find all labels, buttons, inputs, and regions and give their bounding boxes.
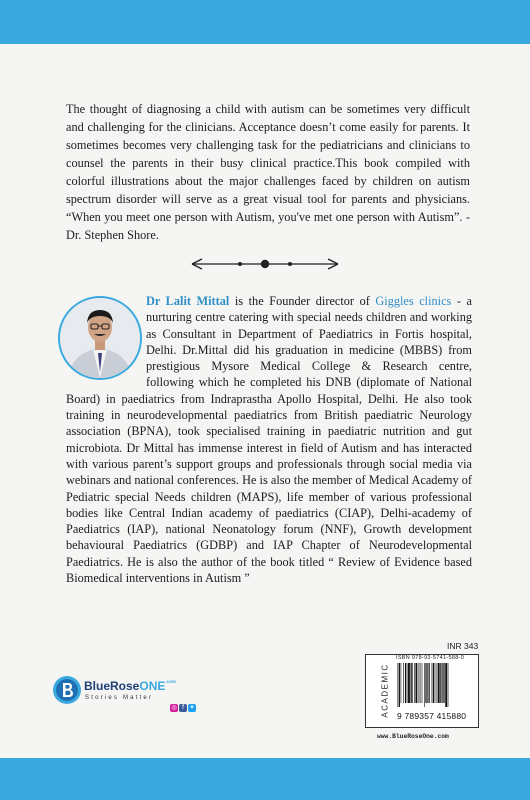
barcode-bar xyxy=(414,663,415,703)
barcode-bar xyxy=(427,663,428,703)
isbn-label: ISBN 978-93-5741-588-0 xyxy=(396,655,465,661)
twitter-icon: ✦ xyxy=(189,704,195,711)
isbn-barcode xyxy=(397,663,473,707)
barcode-bar xyxy=(401,663,402,703)
category-label xyxy=(380,655,391,725)
bio-text-2: - a nurturing centre catering with special needs children and working as Consultant in Department of Paediatrics in Fortis hospital, Delhi. Dr.Mittal did his graduation in medicine (MBBS) from prestigious Mysore Medical College & Research centre, following which he completed his DNB (diplomate of National Board) in paediatrics from Indraprastha Apollo Hospital, Delhi. He also took training in neurodevelopmental paediatrics from British paediatric Neurology association (BPNA), took specialised training in paediatric nutrition and gut microbiota. Dr Mittal has immense interest in field of Autism and has interacted with various parent’s support groups and professionals through social media via webinars and national conferences. He is also the member of Medical Academy of Pediatric special Needs children (MAPS), life member of various professional bodies like Central Indian academy of paediatrics (CIAP), Delhi-academy of Paediatrics (IAP), national Neonatology forum (NNF), Growth development behavioural Paediatrics (GDBP) and IAP Chapter of Neurodevelopmental Paediatrics. He is also the author of the book titled “ Review of Evidence based Biomedical interventions in Autism ” xyxy=(66,294,472,586)
publisher-website: www.BlueRoseOne.com xyxy=(377,733,449,740)
barcode-bar xyxy=(398,663,399,707)
isbn-digits: 9 789357 415880 xyxy=(397,711,467,721)
clinic-name: Giggles clinics xyxy=(375,294,452,308)
publisher-name-suffix: .com xyxy=(165,679,176,684)
barcode-bar xyxy=(443,663,444,703)
bio-text-1: is the Founder director of xyxy=(229,294,376,308)
barcode-bar xyxy=(445,663,447,707)
barcode-bar xyxy=(429,663,430,703)
barcode-bar xyxy=(442,663,443,703)
author-bio xyxy=(66,293,472,586)
barcode-bar xyxy=(419,663,420,703)
barcode-bar xyxy=(411,663,412,703)
publisher-name xyxy=(84,679,176,693)
barcode-bar xyxy=(415,663,417,703)
publisher-tagline: Stories Matter xyxy=(85,695,154,701)
barcode-bar xyxy=(435,663,436,703)
category-text: ACADEMIC xyxy=(381,662,391,718)
barcode-bar xyxy=(412,663,413,703)
bluerose-logo-icon xyxy=(52,675,82,705)
instagram-icon: ◎ xyxy=(171,704,177,711)
author-name: Dr Lalit Mittal xyxy=(146,294,230,308)
barcode-bar xyxy=(440,663,441,703)
bottom-color-band xyxy=(0,758,530,800)
publisher-name-accent: ONE xyxy=(139,679,166,693)
barcode-bar xyxy=(432,663,433,703)
publisher-name-main: BlueRose xyxy=(84,679,140,693)
price-label: INR 343 xyxy=(447,641,479,651)
barcode-bar xyxy=(448,663,449,707)
facebook-icon: f xyxy=(179,704,187,712)
barcode-bar xyxy=(408,663,410,703)
photo-spacer xyxy=(66,293,146,390)
barcode-bar xyxy=(399,663,400,707)
social-icons xyxy=(170,704,196,712)
barcode-bar xyxy=(420,663,421,703)
ornamental-divider xyxy=(188,256,342,272)
barcode-bar xyxy=(424,663,425,707)
barcode-bar xyxy=(407,663,408,703)
top-color-band xyxy=(0,0,530,44)
barcode-bar xyxy=(433,663,434,703)
barcode-bar xyxy=(437,663,438,703)
barcode-bar xyxy=(422,663,423,703)
book-blurb: The thought of diagnosing a child with autism can be sometimes very difficult and challenging for the clinicians. Acceptance doesn’t come easily for parents. It sometimes becomes very challenging task for the pediatricians and clinicians to counsel the parents in their busy clinical practice.This book compiled with colorful illustrations about the major challenges faced by children on autism spectrum disorder will serve as a great visual tool for parents and physicians. “When you meet one person with Autism, you've met one person with Autism”. - Dr. Stephen Shore. xyxy=(66,102,470,242)
barcode-bar xyxy=(405,663,406,703)
barcode-bar xyxy=(425,663,426,703)
barcode-bar xyxy=(438,663,440,703)
barcode-bar xyxy=(403,663,404,703)
